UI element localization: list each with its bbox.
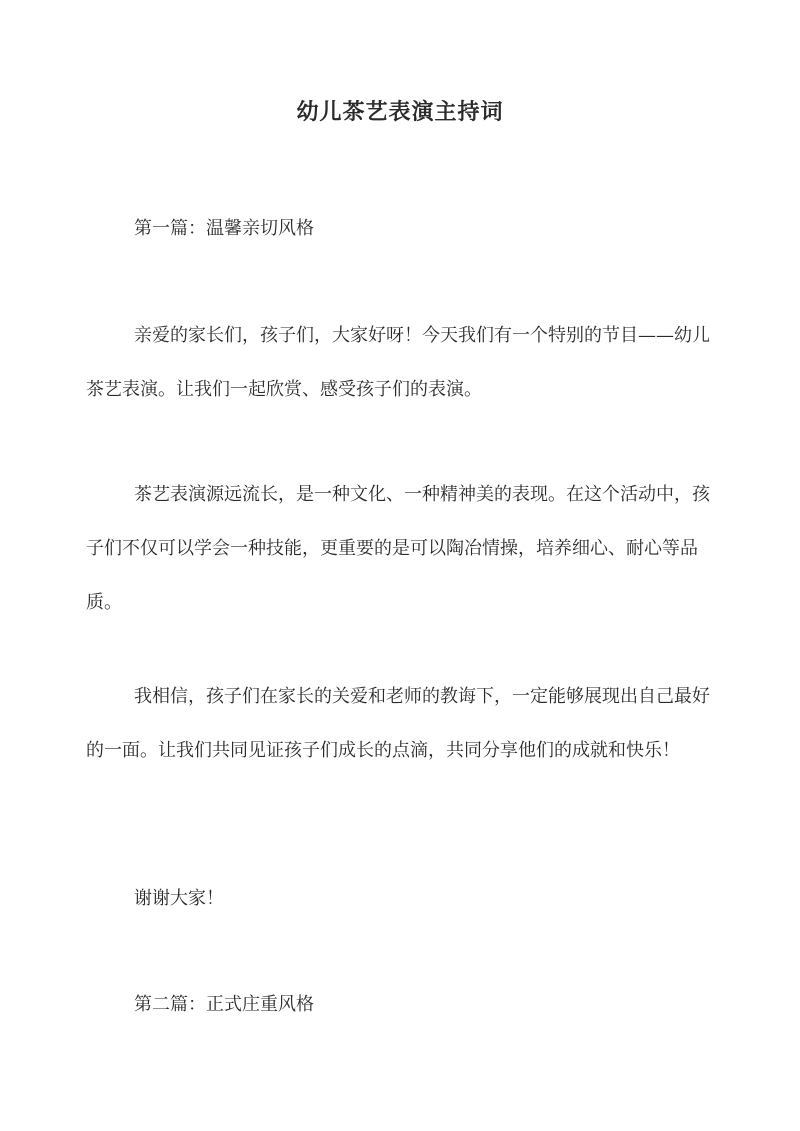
section-1-closing: 谢谢大家！: [134, 888, 224, 909]
section-1-paragraph-2: 茶艺表演源远流长，是一种文化、一种精神美的表现。在这个活动中，孩子们不仅可以学会一种技能，更重要的是可以陶冶情操，培养细心、耐心等品质。: [86, 484, 710, 613]
document-title: 幼儿茶艺表演主持词: [296, 99, 504, 125]
section-1-heading: 第一篇：温馨亲切风格: [134, 218, 314, 239]
section-1-paragraph-1: 亲爱的家长们，孩子们，大家好呀！今天我们有一个特别的节目——幼儿茶艺表演。让我们一起欣赏、感受孩子们的表演。: [86, 325, 710, 400]
section-1-paragraph-3: 我相信，孩子们在家长的关爱和老师的教诲下，一定能够展现出自己最好的一面。让我们共同见证孩子们成长的点滴，共同分享他们的成就和快乐！: [86, 686, 710, 761]
section-2-heading: 第二篇：正式庄重风格: [134, 994, 314, 1015]
